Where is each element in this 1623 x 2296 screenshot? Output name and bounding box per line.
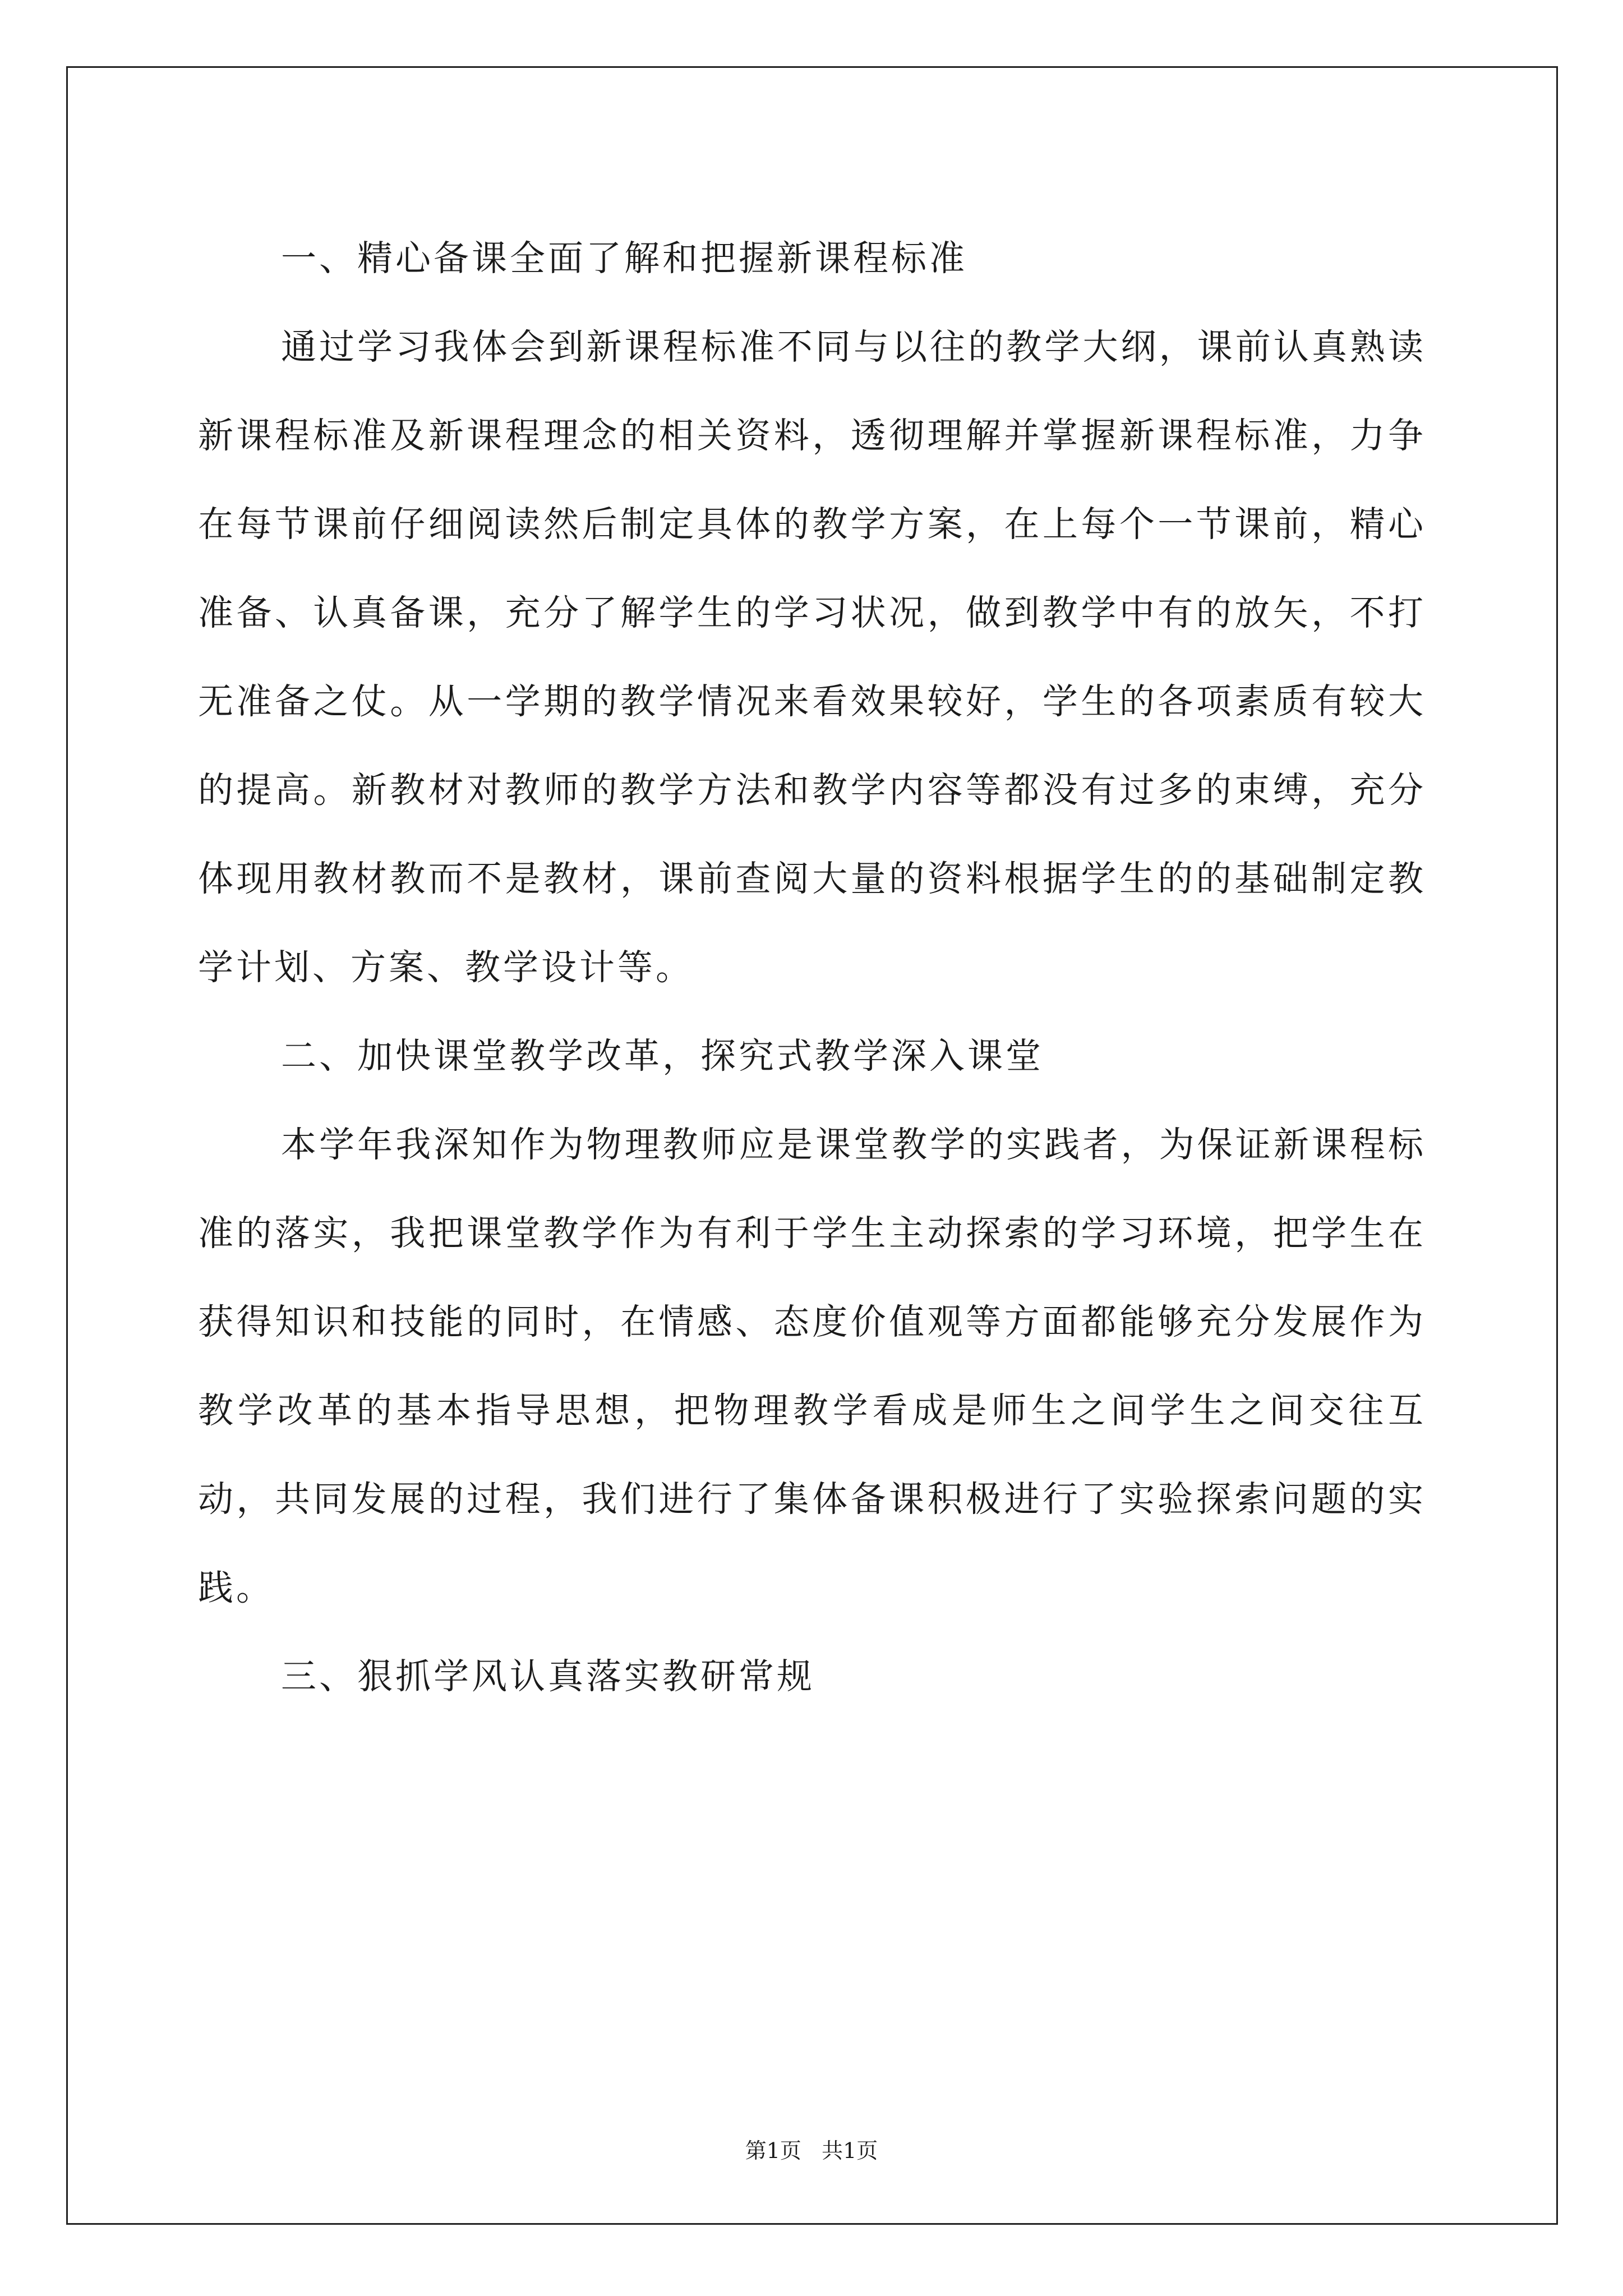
section-heading-2: 二、加快课堂教学改革，探究式教学深入课堂: [281, 1036, 1044, 1076]
document-body: [198, 214, 1426, 1721]
section-heading-1: 一、精心备课全面了解和把握新课程标准: [281, 238, 967, 279]
page-number-footer: 第1页 共1页: [745, 2138, 878, 2163]
paragraph-1: 通过学习我体会到新课程标准不同与以往的教学大纲，课前认真熟读新课程标准及新课程理念的相关资料，透彻理解并掌握新课程标准，力争在每节课前仔细阅读然后制定具体的教学方案，在上每个一节课前，精心准备、认真备课，充分了解学生的学习状况，做到教学中有的放矢，不打无准备之仗。从一学期的教学情况来看效果较好，学生的各项素质有较大的提高。新教材对教师的教学方法和教学内容等都没有过多的束缚，充分体现用教材教而不是教材，课前查阅大量的资料根据学生的的基础制定教学计划、方案、教学设计等。: [198, 326, 1426, 988]
section-heading-3: 三、狠抓学风认真落实教研常规: [281, 1656, 815, 1697]
paragraph-2: 本学年我深知作为物理教师应是课堂教学的实践者，为保证新课程标准的落实，我把课堂教学作为有利于学生主动探索的学习环境，把学生在获得知识和技能的同时，在情感、态度价值观等方面都能够充分发展作为教学改革的基本指导思想，把物理教学看成是师生之间学生之间交往互动，共同发展的过程，我们进行了集体备课积极进行了实验探索问题的实践。: [198, 1124, 1426, 1608]
